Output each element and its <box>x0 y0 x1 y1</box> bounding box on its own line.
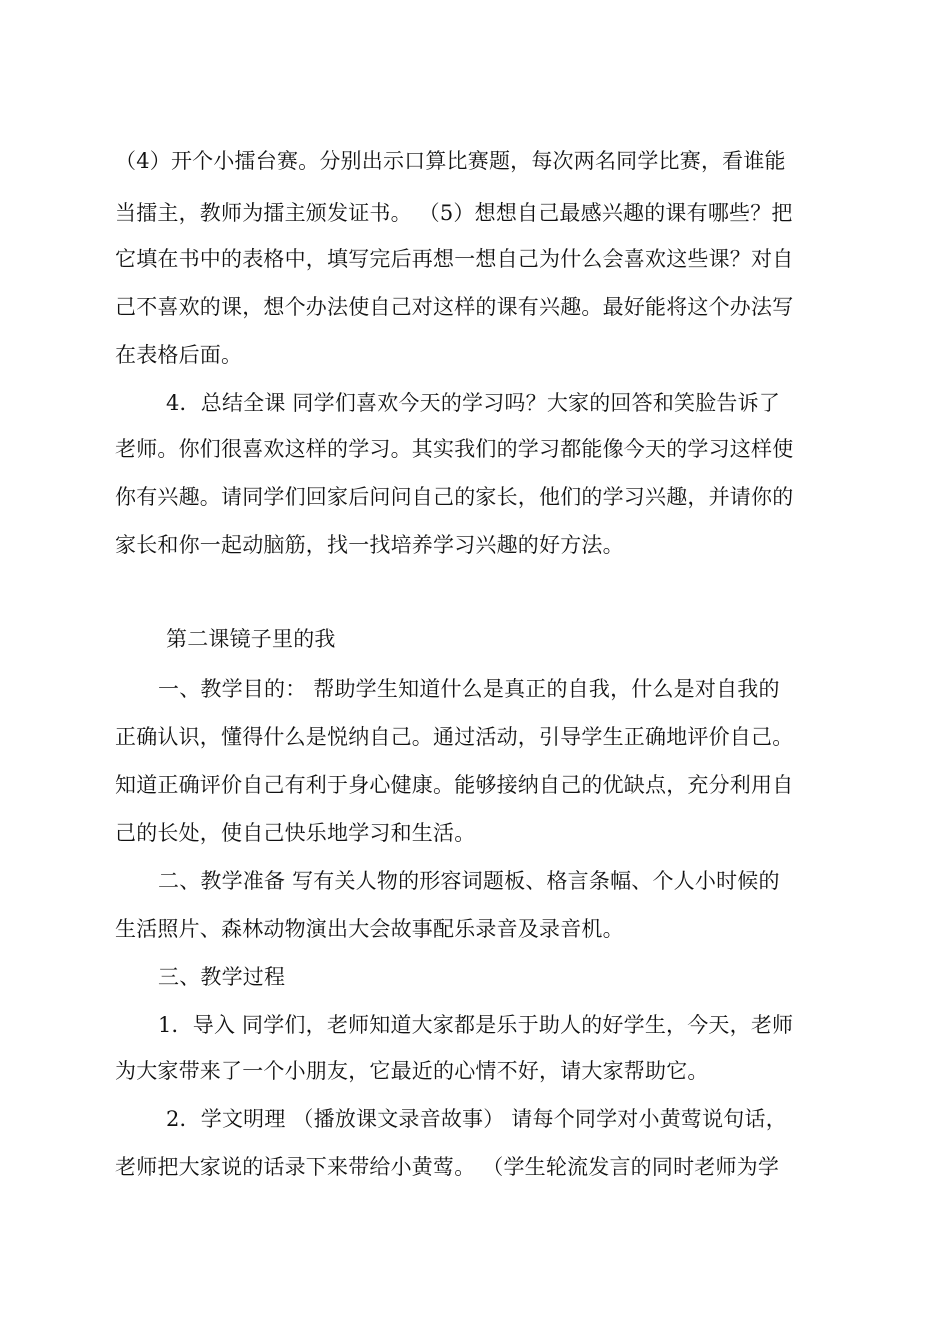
paragraph-line: 老师把大家说的话录下来带给小黄莺。 （学生轮流发言的同时老师为学 <box>115 1155 780 1179</box>
paragraph-line: 4．总结全课 同学们喜欢今天的学习吗？大家的回答和笑脸告诉了 <box>166 391 781 415</box>
paragraph-line: 它填在书中的表格中，填写完后再想一想自己为什么会喜欢这些课？对自 <box>115 247 794 271</box>
paragraph-line: 己的长处，使自己快乐地学习和生活。 <box>115 821 476 845</box>
paragraph-line: 三、教学过程 <box>158 965 286 989</box>
paragraph-line: 在表格后面。 <box>115 343 243 367</box>
paragraph-line: 己不喜欢的课，想个办法使自己对这样的课有兴趣。最好能将这个办法写 <box>115 295 794 319</box>
paragraph-line: 知道正确评价自己有利于身心健康。能够接纳自己的优缺点，充分利用自 <box>115 773 794 797</box>
paragraph-line: （4）开个小擂台赛。分别出示口算比赛题，每次两名同学比赛，看谁能 <box>115 149 786 173</box>
paragraph-line: 生活照片、森林动物演出大会故事配乐录音及录音机。 <box>115 917 624 941</box>
paragraph-line: 家长和你一起动脑筋，找一找培养学习兴趣的好方法。 <box>115 533 624 557</box>
paragraph-line: 你有兴趣。请同学们回家后问问自己的家长，他们的学习兴趣，并请你的 <box>115 485 794 509</box>
paragraph-line: 正确认识，懂得什么是悦纳自己。通过活动，引导学生正确地评价自己。 <box>115 725 794 749</box>
section-title: 第二课镜子里的我 <box>166 627 336 651</box>
paragraph-line: 2．学文明理 （播放课文录音故事） 请每个同学对小黄莺说句话， <box>166 1107 787 1131</box>
paragraph-line: 二、教学准备 写有关人物的形容词题板、格言条幅、个人小时候的 <box>158 869 780 893</box>
paragraph-line: 老师。你们很喜欢这样的学习。其实我们的学习都能像今天的学习这样使 <box>115 437 794 461</box>
paragraph-line: 为大家带来了一个小朋友，它最近的心情不好，请大家帮助它。 <box>115 1059 709 1083</box>
paragraph-line: 当擂主，教师为擂主颁发证书。 （5）想想自己最感兴趣的课有哪些？把 <box>115 201 793 225</box>
paragraph-line: 1．导入 同学们，老师知道大家都是乐于助人的好学生，今天，老师 <box>158 1013 794 1037</box>
paragraph-line: 一、教学目的： 帮助学生知道什么是真正的自我，什么是对自我的 <box>158 677 780 701</box>
